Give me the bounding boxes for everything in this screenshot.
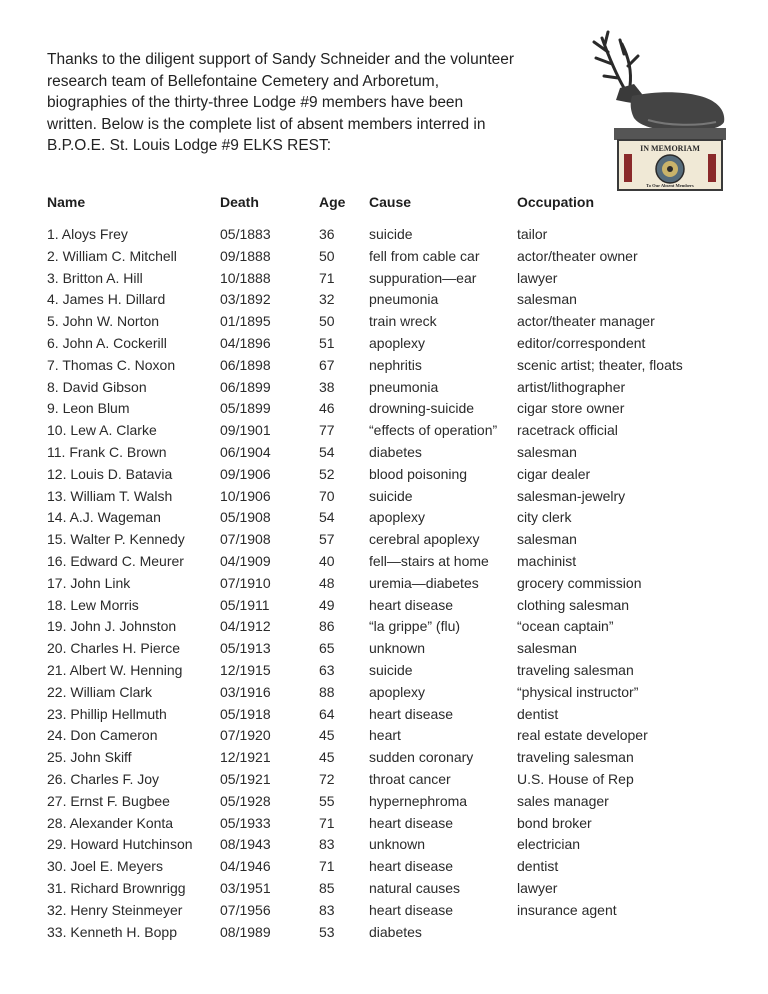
member-name: 4. James H. Dillard [47, 291, 166, 308]
member-name: 15. Walter P. Kennedy [47, 531, 185, 548]
occupation: salesman [517, 443, 577, 460]
age-at-death: 32 [319, 291, 335, 308]
cause-of-death: throat cancer [369, 770, 451, 787]
member-name: 22. William Clark [47, 683, 153, 700]
member-name: 24. Don Cameron [47, 727, 158, 744]
death-date: 06/1899 [220, 378, 271, 395]
age-at-death: 83 [319, 901, 335, 918]
cause-of-death: heart disease [369, 814, 454, 831]
age-at-death: 46 [319, 400, 335, 417]
svg-text:IN MEMORIAM: IN MEMORIAM [640, 144, 700, 153]
age-at-death: 70 [319, 487, 335, 504]
occupation: lawyer [517, 879, 558, 896]
member-name: 28. Alexander Konta [47, 814, 174, 831]
table-row [0, 379, 768, 401]
death-date: 06/1904 [220, 443, 271, 460]
age-at-death: 54 [319, 509, 335, 526]
occupation: “ocean captain” [517, 618, 614, 635]
table-row [0, 662, 768, 684]
age-at-death: 45 [319, 727, 335, 744]
death-date: 04/1896 [220, 334, 271, 351]
age-at-death: 83 [319, 836, 335, 853]
cause-of-death: heart [369, 727, 401, 744]
cause-of-death: hypernephroma [369, 792, 468, 809]
death-date: 09/1888 [220, 247, 271, 264]
age-at-death: 86 [319, 618, 335, 635]
member-name: 13. William T. Walsh [47, 487, 173, 504]
cause-of-death: fell from cable car [369, 247, 480, 264]
cause-of-death: heart disease [369, 901, 454, 918]
age-at-death: 49 [319, 596, 335, 613]
table-row [0, 836, 768, 858]
cause-of-death: apoplexy [369, 509, 426, 526]
table-row [0, 509, 768, 531]
member-name: 11. Frank C. Brown [47, 443, 167, 460]
table-row [0, 444, 768, 466]
age-at-death: 77 [319, 422, 335, 439]
occupation: editor/correspondent [517, 334, 646, 351]
table-row [0, 226, 768, 248]
table-row [0, 880, 768, 902]
table-row [0, 597, 768, 619]
header-occupation: Occupation [517, 194, 595, 210]
cause-of-death: suppuration—ear [369, 269, 477, 286]
table-row [0, 684, 768, 706]
cause-of-death: sudden coronary [369, 749, 474, 766]
table-row [0, 313, 768, 335]
occupation: lawyer [517, 269, 558, 286]
occupation: city clerk [517, 509, 572, 526]
cause-of-death: pneumonia [369, 291, 439, 308]
death-date: 05/1899 [220, 400, 271, 417]
occupation: artist/lithographer [517, 378, 626, 395]
death-date: 04/1909 [220, 552, 271, 569]
member-name: 31. Richard Brownrigg [47, 879, 186, 896]
death-date: 08/1989 [220, 923, 271, 940]
occupation: clothing salesman [517, 596, 630, 613]
occupation: cigar store owner [517, 400, 625, 417]
age-at-death: 50 [319, 313, 335, 330]
table-row [0, 793, 768, 815]
member-name: 12. Louis D. Batavia [47, 465, 173, 482]
table-row [0, 749, 768, 771]
death-date: 04/1946 [220, 858, 271, 875]
death-date: 07/1910 [220, 574, 271, 591]
table-row [0, 618, 768, 640]
member-name: 18. Lew Morris [47, 596, 139, 613]
member-name: 23. Phillip Hellmuth [47, 705, 167, 722]
member-name: 29. Howard Hutchinson [47, 836, 193, 853]
age-at-death: 50 [319, 247, 335, 264]
member-name: 2. William C. Mitchell [47, 247, 177, 264]
death-date: 07/1920 [220, 727, 271, 744]
death-date: 07/1908 [220, 531, 271, 548]
occupation: salesman-jewelry [517, 487, 626, 504]
death-date: 03/1892 [220, 291, 271, 308]
cause-of-death: suicide [369, 487, 413, 504]
death-date: 01/1895 [220, 313, 271, 330]
member-name: 3. Britton A. Hill [47, 269, 143, 286]
member-name: 5. John W. Norton [47, 313, 160, 330]
occupation: U.S. House of Rep [517, 770, 634, 787]
member-name: 30. Joel E. Meyers [47, 858, 163, 875]
death-date: 05/1908 [220, 509, 271, 526]
occupation: machinist [517, 552, 577, 569]
member-name: 16. Edward C. Meurer [47, 552, 184, 569]
cause-of-death: diabetes [369, 443, 422, 460]
occupation: sales manager [517, 792, 609, 809]
occupation: actor/theater manager [517, 313, 655, 330]
cause-of-death: uremia—diabetes [369, 574, 479, 591]
cause-of-death: “la grippe” (flu) [369, 618, 461, 635]
member-name: 8. David Gibson [47, 378, 147, 395]
death-date: 06/1898 [220, 356, 271, 373]
death-date: 05/1913 [220, 640, 271, 657]
occupation: actor/theater owner [517, 247, 638, 264]
member-name: 10. Lew A. Clarke [47, 422, 157, 439]
death-date: 04/1912 [220, 618, 271, 635]
cause-of-death: heart disease [369, 858, 454, 875]
table-row [0, 291, 768, 313]
member-name: 1. Aloys Frey [47, 226, 128, 242]
cause-of-death: blood poisoning [369, 465, 468, 482]
age-at-death: 71 [319, 814, 335, 831]
table-row [0, 815, 768, 837]
member-name: 6. John A. Cockerill [47, 334, 167, 351]
table-row [0, 902, 768, 924]
occupation: traveling salesman [517, 661, 634, 678]
occupation: tailor [517, 226, 548, 242]
member-name: 27. Ernst F. Bugbee [47, 792, 170, 809]
elk-memorial-emblem-icon [588, 30, 738, 192]
cause-of-death: natural causes [369, 879, 461, 896]
occupation: salesman [517, 531, 577, 548]
death-date: 05/1918 [220, 705, 271, 722]
cause-of-death: nephritis [369, 356, 422, 373]
member-name: 26. Charles F. Joy [47, 770, 160, 787]
age-at-death: 72 [319, 770, 335, 787]
table-row [0, 488, 768, 510]
age-at-death: 85 [319, 879, 335, 896]
table-row [0, 924, 768, 946]
death-date: 05/1911 [220, 596, 270, 613]
table-row [0, 335, 768, 357]
age-at-death: 65 [319, 640, 335, 657]
table-row [0, 270, 768, 292]
intro-paragraph: Thanks to the diligent support of Sandy Schneider and the volunteer research team of Bellefontaine Cemetery and Arboretum, biographies of the thirty-three Lodge #9 members have been written. Below is the complete list of absent members interred in B.P.O.E. St. Louis Lodge #9 ELKS REST: [47, 51, 515, 154]
occupation: “physical instructor” [517, 683, 639, 700]
age-at-death: 55 [319, 792, 335, 809]
death-date: 05/1928 [220, 792, 271, 809]
occupation: scenic artist; theater, floats [517, 356, 683, 373]
death-date: 03/1951 [220, 879, 271, 896]
cause-of-death: suicide [369, 661, 413, 678]
header-death: Death [220, 194, 259, 210]
occupation: cigar dealer [517, 465, 591, 482]
table-row [0, 640, 768, 662]
death-date: 12/1915 [220, 661, 271, 678]
age-at-death: 67 [319, 356, 335, 373]
age-at-death: 71 [319, 269, 335, 286]
cause-of-death: unknown [369, 640, 426, 657]
table-row [0, 531, 768, 553]
cause-of-death: “effects of operation” [369, 422, 498, 439]
age-at-death: 45 [319, 749, 335, 766]
member-name: 21. Albert W. Henning [47, 661, 183, 678]
death-date: 05/1921 [220, 770, 271, 787]
cause-of-death: diabetes [369, 923, 422, 940]
death-date: 12/1921 [220, 749, 271, 766]
occupation: grocery commission [517, 574, 642, 591]
member-name: 19. John J. Johnston [47, 618, 177, 635]
age-at-death: 54 [319, 443, 335, 460]
header-cause: Cause [369, 194, 412, 210]
member-name: 25. John Skiff [47, 749, 132, 766]
member-name: 33. Kenneth H. Bopp [47, 923, 177, 940]
table-row [0, 400, 768, 422]
death-date: 10/1906 [220, 487, 271, 504]
age-at-death: 71 [319, 858, 335, 875]
age-at-death: 51 [319, 334, 335, 351]
table-row [0, 858, 768, 880]
member-name: 14. A.J. Wageman [47, 509, 161, 526]
cause-of-death: apoplexy [369, 683, 426, 700]
member-name: 17. John Link [47, 574, 131, 591]
occupation: traveling salesman [517, 749, 634, 766]
occupation: salesman [517, 640, 577, 657]
death-date: 08/1943 [220, 836, 271, 853]
table-row [0, 575, 768, 597]
cause-of-death: suicide [369, 226, 413, 242]
occupation: racetrack official [517, 422, 618, 439]
cause-of-death: pneumonia [369, 378, 439, 395]
header-age: Age [319, 194, 346, 210]
table-row [0, 553, 768, 575]
age-at-death: 88 [319, 683, 335, 700]
occupation: electrician [517, 836, 581, 853]
table-row [0, 771, 768, 793]
table-row [0, 466, 768, 488]
cause-of-death: cerebral apoplexy [369, 531, 480, 548]
member-name: 20. Charles H. Pierce [47, 640, 181, 657]
death-date: 05/1933 [220, 814, 271, 831]
table-row [0, 727, 768, 749]
members-table [0, 226, 768, 945]
member-name: 32. Henry Steinmeyer [47, 901, 183, 918]
occupation: insurance agent [517, 901, 617, 918]
age-at-death: 40 [319, 552, 335, 569]
age-at-death: 64 [319, 705, 335, 722]
table-row [0, 706, 768, 728]
cause-of-death: fell—stairs at home [369, 552, 489, 569]
death-date: 07/1956 [220, 901, 271, 918]
member-name: 7. Thomas C. Noxon [47, 356, 176, 373]
svg-text:To Our Absent Members: To Our Absent Members [646, 183, 694, 188]
occupation: dentist [517, 705, 559, 722]
table-row [0, 357, 768, 379]
age-at-death: 48 [319, 574, 335, 591]
table-header-row [0, 194, 768, 214]
header-name: Name [47, 194, 86, 210]
age-at-death: 36 [319, 226, 335, 242]
age-at-death: 63 [319, 661, 335, 678]
member-name: 9. Leon Blum [47, 400, 130, 417]
cause-of-death: apoplexy [369, 334, 426, 351]
cause-of-death: unknown [369, 836, 426, 853]
age-at-death: 52 [319, 465, 335, 482]
death-date: 09/1906 [220, 465, 271, 482]
occupation: salesman [517, 291, 577, 308]
cause-of-death: heart disease [369, 596, 454, 613]
death-date: 09/1901 [220, 422, 271, 439]
death-date: 03/1916 [220, 683, 271, 700]
occupation: dentist [517, 858, 559, 875]
death-date: 05/1883 [220, 226, 271, 242]
age-at-death: 38 [319, 378, 335, 395]
cause-of-death: train wreck [369, 313, 437, 330]
table-row [0, 422, 768, 444]
age-at-death: 53 [319, 923, 335, 940]
age-at-death: 57 [319, 531, 335, 548]
table-row [0, 248, 768, 270]
cause-of-death: heart disease [369, 705, 454, 722]
occupation: bond broker [517, 814, 592, 831]
cause-of-death: drowning-suicide [369, 400, 475, 417]
death-date: 10/1888 [220, 269, 271, 286]
occupation: real estate developer [517, 727, 648, 744]
